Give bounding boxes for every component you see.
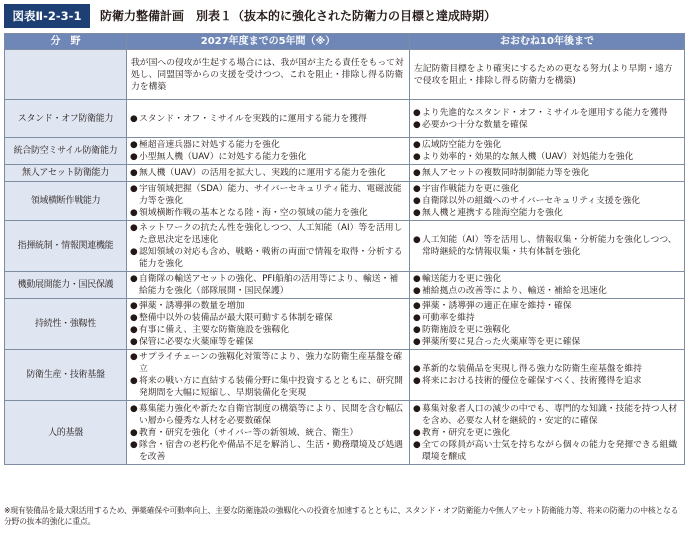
ten-years-cell: [410, 272, 685, 299]
capability-table: [4, 33, 685, 465]
bullet-text: 弾薬・誘導弾の数量を増加: [139, 301, 245, 311]
bullet-icon: ●: [130, 184, 138, 194]
bullet-item: [130, 351, 406, 375]
bullet-item: [130, 336, 406, 348]
bullet-icon: ●: [413, 364, 421, 374]
bullet-text: 人工知能（AI）等を活用し、情報収集・分析能力を強化しつつ、常時継続的な情報収集・共有体制を強化: [422, 235, 677, 257]
ten-years-cell: [410, 350, 685, 401]
bullet-icon: ●: [413, 184, 421, 194]
category-cell: 無人アセット防衛能力: [5, 165, 127, 182]
bullet-text: 隊舎・宿舎の老朽化や備品不足を解消し、生活・勤務環境及び処遇を改善: [139, 439, 403, 462]
ten-years-cell: [410, 138, 685, 165]
bullet-item: [413, 195, 681, 207]
category-cell: 持続性・強靱性: [5, 299, 127, 350]
column-header-five-years: 2027年度までの5年間（※）: [127, 34, 410, 50]
bullet-icon: ●: [130, 403, 138, 414]
bullet-text: 補給拠点の改善等により、輸送・補給を迅速化: [422, 286, 607, 296]
bullet-text: 必要かつ十分な数量を確保: [422, 119, 528, 130]
bullet-text: より効率的・効果的な無人機（UAV）対処能力を強化: [422, 152, 634, 162]
bullet-text: 募集対象者人口の減少の中でも、専門的な知識・技能を持つ人材を含め、必要な人材を継続的・安定的に確保: [422, 403, 678, 426]
category-cell: 領域横断作戦能力: [5, 182, 127, 221]
bullet-icon: ●: [413, 376, 421, 386]
bullet-text: 無人アセットの複数同時制御能力等を強化: [422, 168, 590, 178]
table-header-row: [5, 34, 685, 50]
table-row-intro: [5, 50, 685, 100]
bullet-icon: ●: [413, 301, 421, 311]
bullet-icon: ●: [130, 168, 138, 178]
ten-years-cell: [410, 299, 685, 350]
bullet-icon: ●: [413, 140, 421, 150]
bullet-item: [130, 427, 406, 439]
category-cell: 指揮統制・情報関連機能: [5, 221, 127, 272]
bullet-text: 防衛施設を更に強靱化: [422, 325, 510, 335]
bullet-item: [130, 222, 406, 246]
bullet-icon: ●: [413, 168, 421, 178]
bullet-item: [130, 151, 406, 163]
bullet-icon: ●: [413, 313, 421, 323]
bullet-item: [130, 403, 406, 427]
bullet-icon: ●: [130, 337, 138, 347]
bullet-item: [130, 167, 406, 179]
bullet-icon: ●: [130, 208, 138, 218]
bullet-icon: ●: [130, 152, 138, 162]
ten-years-cell: [410, 401, 685, 465]
category-cell: 人的基盤: [5, 401, 127, 465]
five-years-cell: [127, 350, 410, 401]
bullet-text: スタンド・オフ・ミサイルを実践的に運用する能力を獲得: [139, 113, 367, 124]
category-cell: 統合防空ミサイル防衛能力: [5, 138, 127, 165]
table-row: [5, 182, 685, 221]
bullet-icon: ●: [413, 274, 421, 284]
five-years-cell: [127, 138, 410, 165]
intro-five-years-cell: [127, 50, 410, 100]
table-row: [5, 165, 685, 182]
bullet-text: 認知領域の対応も含め、戦略・戦術の両面で情報を取得・分析する能力を強化: [139, 247, 403, 269]
bullet-icon: ●: [413, 439, 421, 450]
intro-ten-years-text: 左記防衛目標をより確実にするための更なる努力(より早期・遠方で侵攻を阻止・排除し得る防衛力を構築): [414, 63, 673, 86]
bullet-icon: ●: [130, 301, 138, 311]
bullet-text: 無人機（UAV）の活用を拡大し、実践的に運用する能力を強化: [139, 168, 386, 178]
category-cell: スタンド・オフ防衛能力: [5, 100, 127, 138]
bullet-item: [130, 139, 406, 151]
bullet-icon: ●: [413, 403, 421, 414]
bullet-text: 募集能力強化や新たな自衛官制度の構築等により、民間を含む幅広い層から優秀な人材を必要数確保: [139, 403, 403, 426]
bullet-icon: ●: [413, 325, 421, 335]
bullet-item: [413, 167, 681, 179]
bullet-item: [413, 285, 681, 297]
bullet-item: [413, 107, 681, 119]
bullet-text: 無人機と連携する陸海空能力を強化: [422, 208, 563, 218]
bullet-item: [130, 207, 406, 219]
bullet-text: 教育・研究を強化（サイバー等の新領域、統合、衛生）: [139, 427, 359, 438]
bullet-item: [413, 427, 681, 439]
bullet-text: 将来の戦い方に直結する装備分野に集中投資するとともに、研究開発期間を大幅に短縮し、早期装備化を実現: [139, 376, 403, 398]
category-cell: 機動展開能力・国民保護: [5, 272, 127, 299]
bullet-item: [413, 312, 681, 324]
five-years-cell: [127, 221, 410, 272]
bullet-item: [413, 300, 681, 312]
figure-title: 防衛力整備計画 別表１（抜本的に強化された防衛力の目標と達成時期）: [100, 9, 497, 23]
bullet-item: [413, 375, 681, 387]
bullet-icon: ●: [130, 247, 138, 257]
bullet-item: [413, 336, 681, 348]
bullet-icon: ●: [130, 376, 138, 386]
table-row: [5, 350, 685, 401]
bullet-text: 革新的な装備品を実現し得る強力な防衛生産基盤を維持: [422, 364, 642, 374]
bullet-item: [413, 119, 681, 131]
bullet-item: [413, 324, 681, 336]
bullet-text: より先進的なスタンド・オフ・ミサイルを運用する能力を獲得: [422, 107, 668, 118]
bullet-item: [130, 439, 406, 463]
intro-five-years-text: 我が国への侵攻が生起する場合には、我が国が主たる責任をもって対処し、同盟国等からの支援を受けつつ、これを阻止・排除し得る防衛力を構築: [131, 57, 404, 92]
column-header-field: 分 野: [5, 34, 127, 50]
bullet-icon: ●: [413, 427, 421, 438]
category-cell: 防衛生産・技術基盤: [5, 350, 127, 401]
bullet-text: 全ての隊員が高い士気を持ちながら個々の能力を発揮できる組織環境を醸成: [422, 439, 678, 462]
bullet-item: [130, 312, 406, 324]
bullet-text: 可動率を維持: [422, 313, 475, 323]
bullet-item: [413, 139, 681, 151]
bullet-icon: ●: [413, 107, 421, 118]
figure-header: [4, 4, 684, 28]
bullet-icon: ●: [130, 140, 138, 150]
bullet-item: [413, 183, 681, 195]
bullet-icon: ●: [130, 313, 138, 323]
five-years-cell: [127, 100, 410, 138]
ten-years-cell: [410, 165, 685, 182]
table-row: [5, 100, 685, 138]
bullet-text: 自衛隊以外の組織へのサイバーセキュリティ支援を強化: [422, 196, 641, 206]
bullet-item: [130, 375, 406, 399]
five-years-cell: [127, 165, 410, 182]
bullet-icon: ●: [413, 208, 421, 218]
bullet-item: [130, 300, 406, 312]
five-years-cell: [127, 182, 410, 221]
bullet-item: [130, 246, 406, 270]
table-row: [5, 221, 685, 272]
bullet-text: 宇宙領域把握（SDA）能力、サイバーセキュリティ能力、電磁波能力等を強化: [139, 184, 402, 206]
bullet-text: 整備中以外の装備品が最大限可動する体制を確保: [139, 313, 333, 323]
bullet-icon: ●: [413, 235, 421, 245]
table-row: [5, 272, 685, 299]
five-years-cell: [127, 272, 410, 299]
bullet-item: [130, 273, 406, 297]
footnote: ※現有装備品を最大限活用するため、弾薬確保や可動率向上、主要な防衛施設の強靱化への投資を加速するとともに、スタンド・オフ防衛能力や無人アセット防衛能力等、将来の防衛力の中核となる分野の抜本的強化に重点。: [4, 506, 679, 526]
bullet-icon: ●: [130, 223, 138, 233]
table-row: [5, 138, 685, 165]
bullet-text: 極超音速兵器に対処する能力を強化: [139, 140, 280, 150]
bullet-icon: ●: [130, 439, 138, 450]
ten-years-cell: [410, 182, 685, 221]
bullet-icon: ●: [413, 286, 421, 296]
bullet-text: 弾薬・誘導弾の適正在庫を維持・確保: [422, 301, 572, 311]
bullet-text: 領域横断作戦の基本となる陸・海・空の領域の能力を強化: [139, 208, 368, 218]
bullet-icon: ●: [413, 152, 421, 162]
bullet-item: [413, 234, 681, 258]
bullet-item: [413, 363, 681, 375]
bullet-icon: ●: [130, 352, 138, 362]
bullet-icon: ●: [130, 325, 138, 335]
five-years-cell: [127, 401, 410, 465]
bullet-text: 宇宙作戦能力を更に強化: [422, 184, 519, 194]
bullet-icon: ●: [413, 119, 421, 130]
category-cell: [5, 50, 127, 100]
bullet-text: 輸送能力を更に強化: [422, 274, 502, 284]
bullet-text: 保管に必要な火薬庫等を確保: [139, 337, 254, 347]
column-header-ten-years: おおむね10年後まで: [410, 34, 685, 50]
figure-label: 図表Ⅱ-2-3-1: [4, 4, 90, 28]
bullet-icon: ●: [130, 113, 138, 124]
bullet-item: [130, 324, 406, 336]
table-row: [5, 299, 685, 350]
bullet-icon: ●: [130, 427, 138, 438]
bullet-icon: ●: [130, 274, 138, 284]
bullet-item: [413, 273, 681, 285]
bullet-text: 弾薬所要に見合った火薬庫等を更に確保: [422, 337, 581, 347]
bullet-item: [130, 113, 406, 125]
bullet-text: サプライチェーンの強靱化対策等により、強力な防衛生産基盤を確立: [139, 352, 403, 374]
bullet-text: 広域防空能力を強化: [422, 140, 502, 150]
bullet-item: [413, 439, 681, 463]
ten-years-cell: [410, 100, 685, 138]
bullet-text: ネットワークの抗たん性を強化しつつ、人工知能（AI）等を活用した意思決定を迅速化: [139, 223, 403, 245]
bullet-text: 自衛隊の輸送アセットの強化、PFI船舶の活用等により、輸送・補給能力を強化（部隊展開・国民保護）: [139, 274, 399, 296]
ten-years-cell: [410, 221, 685, 272]
bullet-item: [413, 151, 681, 163]
bullet-text: 将来における技術的優位を確保すべく、技術獲得を追求: [422, 376, 642, 386]
bullet-text: 有事に備え、主要な防衛施設を強靱化: [139, 325, 290, 335]
bullet-text: 小型無人機（UAV）に対処する能力を強化: [139, 152, 307, 162]
five-years-cell: [127, 299, 410, 350]
bullet-text: 教育・研究を更に強化: [422, 427, 510, 438]
bullet-icon: ●: [413, 337, 421, 347]
bullet-item: [413, 207, 681, 219]
bullet-item: [130, 183, 406, 207]
bullet-item: [413, 403, 681, 427]
intro-ten-years-cell: [410, 50, 685, 100]
bullet-icon: ●: [413, 196, 421, 206]
table-row: [5, 401, 685, 465]
